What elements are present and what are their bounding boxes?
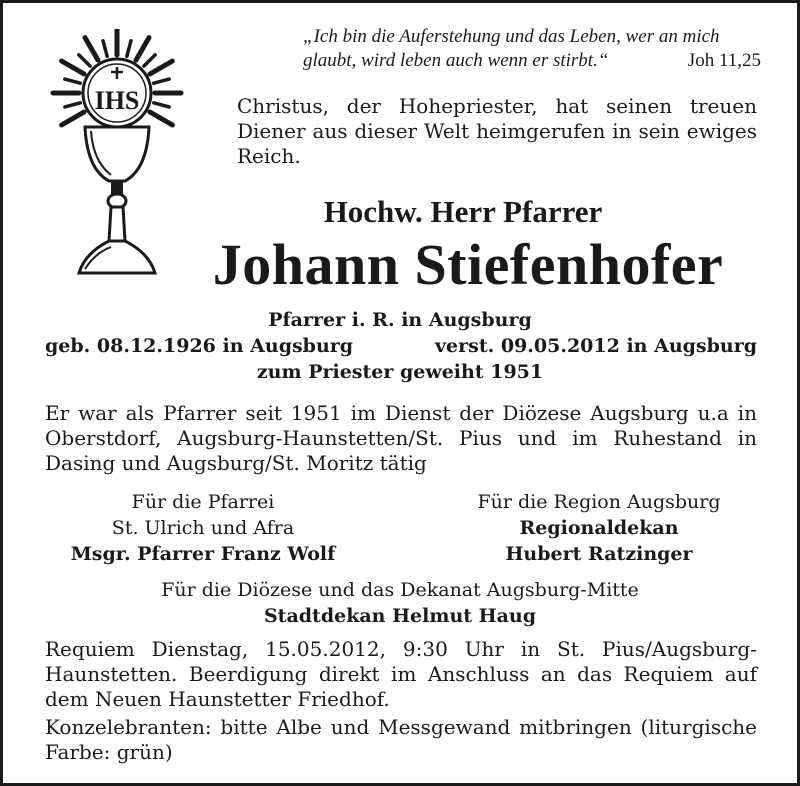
signatory-parish-name: Msgr. Pfarrer Franz Wolf (70, 543, 336, 565)
sun-ray (62, 112, 85, 125)
sun-ray (150, 112, 173, 125)
death-date: verst. 09.05.2012 in Augsburg (435, 335, 758, 357)
sun-ray (136, 38, 149, 61)
signatory-region-name: Hubert Ratzinger (505, 543, 693, 565)
chalice-host-icon (45, 29, 195, 291)
signatory-parish-line-2: St. Ulrich und Afra (111, 517, 295, 539)
sun-ray (62, 61, 85, 74)
signatory-region-line-2: Regionaldekan (519, 517, 679, 539)
quote-line-2: glaubt, wird leben auch wenn er stirbt.“ (303, 50, 609, 71)
ordination-year: zum Priester geweiht 1951 (256, 361, 544, 383)
signatory-parish-line-1: Für die Pfarrei (131, 491, 275, 513)
requiem-text: Requiem Dienstag, 15.05.2012, 9:30 Uhr in St. Pius/Augsburg-Haunstetten. Beerdigung direkt im Anschluss an das Requiem auf dem Neuen Haunstetter Friedhof. (45, 637, 757, 711)
signatory-region (439, 489, 759, 567)
sun-ray (65, 79, 80, 83)
sun-ray (154, 79, 169, 83)
deceased-title: Hochw. Herr Pfarrer (323, 194, 603, 229)
signatory-diocese-name: Stadtdekan Helmut Haug (263, 605, 537, 627)
signatory-diocese-line-1: Für die Diözese und das Dekanat Augsburg-Mitte (161, 579, 639, 601)
deceased-name: Johann Stiefenhofer (212, 232, 724, 297)
ihs-monogram: IHS (94, 86, 140, 115)
sun-ray (103, 41, 107, 56)
sun-ray (85, 38, 98, 61)
biography-text: Er war als Pfarrer seit 1951 im Dienst der Diözese Augsburg u.a in Oberstdorf, Augsburg-Haunstetten/St. Pius und im Ruhestand in Dasing und Augsburg/St. Moritz tätig (45, 401, 757, 475)
signatory-parish (43, 489, 363, 567)
signatory-region-line-1: Für die Region Augsburg (477, 491, 721, 513)
quote-reference: Joh 11,25 (687, 50, 761, 71)
sun-ray (65, 103, 80, 107)
quote-line-1: „Ich bin die Auferstehung und das Leben, wer an mich (303, 26, 720, 47)
deceased-position: Pfarrer i. R. in Augsburg (268, 309, 532, 331)
sun-ray (79, 55, 90, 66)
intro-text: Christus, der Hohepriester, hat seinen treuen Diener aus dieser Welt heimgerufen in sein ewiges Reich. (237, 94, 757, 168)
birth-date: geb. 08.12.1926 in Augsburg (45, 335, 354, 357)
sun-ray (150, 61, 173, 74)
sun-ray (144, 55, 155, 66)
bible-quote (303, 25, 763, 73)
concelebrants-text: Konzelebranten: bitte Albe und Messgewand mitbringen (liturgische Farbe: grün) (45, 715, 757, 764)
sun-ray (127, 41, 131, 56)
sun-ray (154, 103, 169, 107)
